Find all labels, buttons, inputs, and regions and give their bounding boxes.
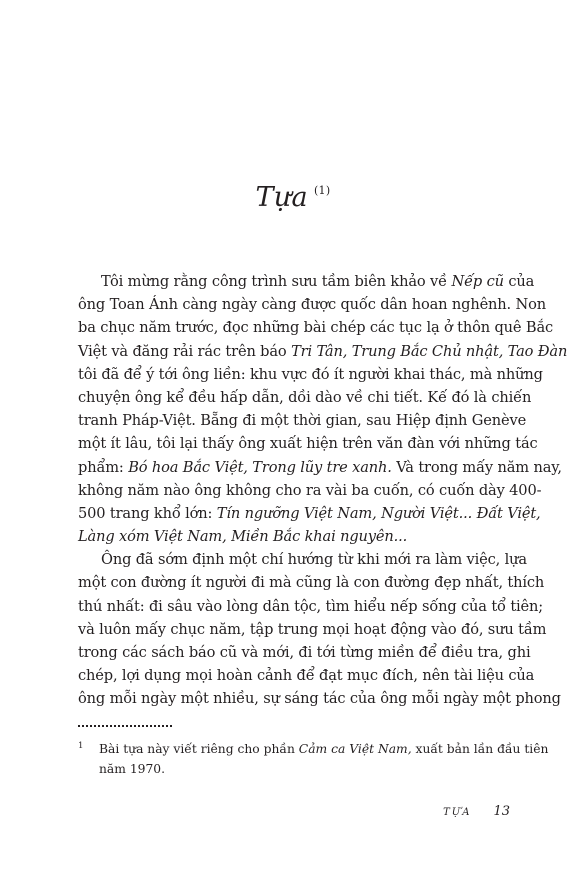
- footnote: [78, 739, 549, 779]
- title-text: Tựa: [255, 182, 308, 213]
- text-segment: chuyện ông kể đều hấp dẫn, dồi dào về chi tiết. Kế đó là chiến: [78, 388, 532, 406]
- footnote-separator: [78, 725, 172, 727]
- text-line: [78, 687, 561, 710]
- text-segment: ông mỗi ngày một nhiều, sự sáng tác của ông mỗi ngày một phong: [78, 690, 561, 708]
- footnote-text-after: xuất bản lần đầu tiên: [411, 742, 549, 756]
- text-line: [78, 316, 554, 339]
- italic-title: Tri Tân, Trung Bắc Chủ nhật, Tao Đàn: [291, 342, 568, 360]
- text-segment: Ông đã sớm định một chí hướng từ khi mới ra làm việc, lựa: [101, 551, 527, 569]
- italic-title: Nếp cũ: [451, 273, 504, 290]
- text-segment: trong các sách báo cũ và mới, đi tới từng miền để điều tra, ghi: [78, 644, 531, 661]
- text-segment: thú nhất: đi sâu vào lòng dân tộc, tìm hiểu nếp sống của tổ tiên;: [78, 597, 544, 615]
- text-line: [78, 479, 542, 502]
- footnote-line-1: [99, 739, 549, 759]
- text-segment: chép, lợi dụng mọi hoàn cảnh để đạt mục đích, nên tài liệu của: [78, 667, 535, 685]
- page-footer: [443, 804, 510, 819]
- text-line: [78, 270, 535, 293]
- text-line: [78, 502, 541, 525]
- text-line: [78, 618, 547, 641]
- text-segment: ông Toan Ánh càng ngày càng được quốc dân hoan nghênh. Non: [78, 296, 547, 314]
- title-footnote-marker: (1): [313, 184, 331, 197]
- text-segment: tôi đã để ý tới ông liền: khu vực đó ít người khai thác, mà những: [78, 365, 543, 383]
- text-line: [78, 340, 568, 363]
- text-line: [78, 456, 562, 479]
- text-segment: một con đường ít người đi mà cũng là con đường đẹp nhất, thích: [78, 574, 545, 592]
- text-segment: Và trong mấy năm nay,: [391, 458, 562, 476]
- italic-title: Bó hoa Bắc Việt, Trong lũy tre xanh.: [128, 458, 392, 476]
- text-segment: 500 trang khổ lớn:: [78, 504, 217, 522]
- text-segment: tranh Pháp-Việt. Bẵng đi một thời gian, sau Hiệp định Genève: [78, 412, 527, 430]
- text-segment: phẩm:: [78, 458, 129, 476]
- running-section-title: TỰA: [443, 807, 472, 818]
- text-line: [78, 386, 532, 409]
- text-line: [78, 363, 543, 386]
- body-text: [78, 270, 568, 711]
- text-segment: ba chục năm trước, đọc những bài chép các tục lạ ở thôn quê Bắc: [78, 319, 554, 337]
- footnote-number: 1: [78, 741, 84, 751]
- text-line: [78, 548, 527, 571]
- text-line: [78, 525, 510, 548]
- text-segment: một ít lâu, tôi lại thấy ông xuất hiện trên văn đàn với những tác: [78, 435, 538, 453]
- text-line: [78, 664, 535, 687]
- text-line: [78, 641, 531, 664]
- italic-title: Làng xóm Việt Nam, Miền Bắc khai nguyên...: [78, 528, 408, 546]
- text-segment: không năm nào ông không cho ra vài ba cuốn, có cuốn dày 400-: [78, 481, 542, 499]
- footnote-text-before: Bài tựa này viết riêng cho phần: [99, 742, 299, 756]
- footnote-italic-title: Cảm ca Việt Nam,: [298, 742, 412, 756]
- text-line: [78, 595, 544, 618]
- footnote-text: [99, 739, 549, 779]
- footnote-line-2: năm 1970.: [99, 762, 166, 776]
- text-line: [78, 293, 547, 316]
- text-segment: và luôn mấy chục năm, tập trung mọi hoạt động vào đó, sưu tầm: [78, 620, 547, 638]
- text-segment: của: [503, 273, 535, 290]
- text-line: [78, 571, 545, 594]
- text-segment: Việt và đăng rải rác trên báo: [78, 342, 292, 360]
- text-segment: Tôi mừng rằng công trình sưu tầm biên khảo về: [101, 273, 452, 290]
- italic-title: Tín ngưỡng Việt Nam, Người Việt... Đất Việt,: [216, 504, 541, 522]
- page-number: 13: [493, 804, 510, 819]
- text-line: [78, 409, 527, 432]
- text-line: [78, 432, 538, 455]
- page-title: [0, 182, 586, 213]
